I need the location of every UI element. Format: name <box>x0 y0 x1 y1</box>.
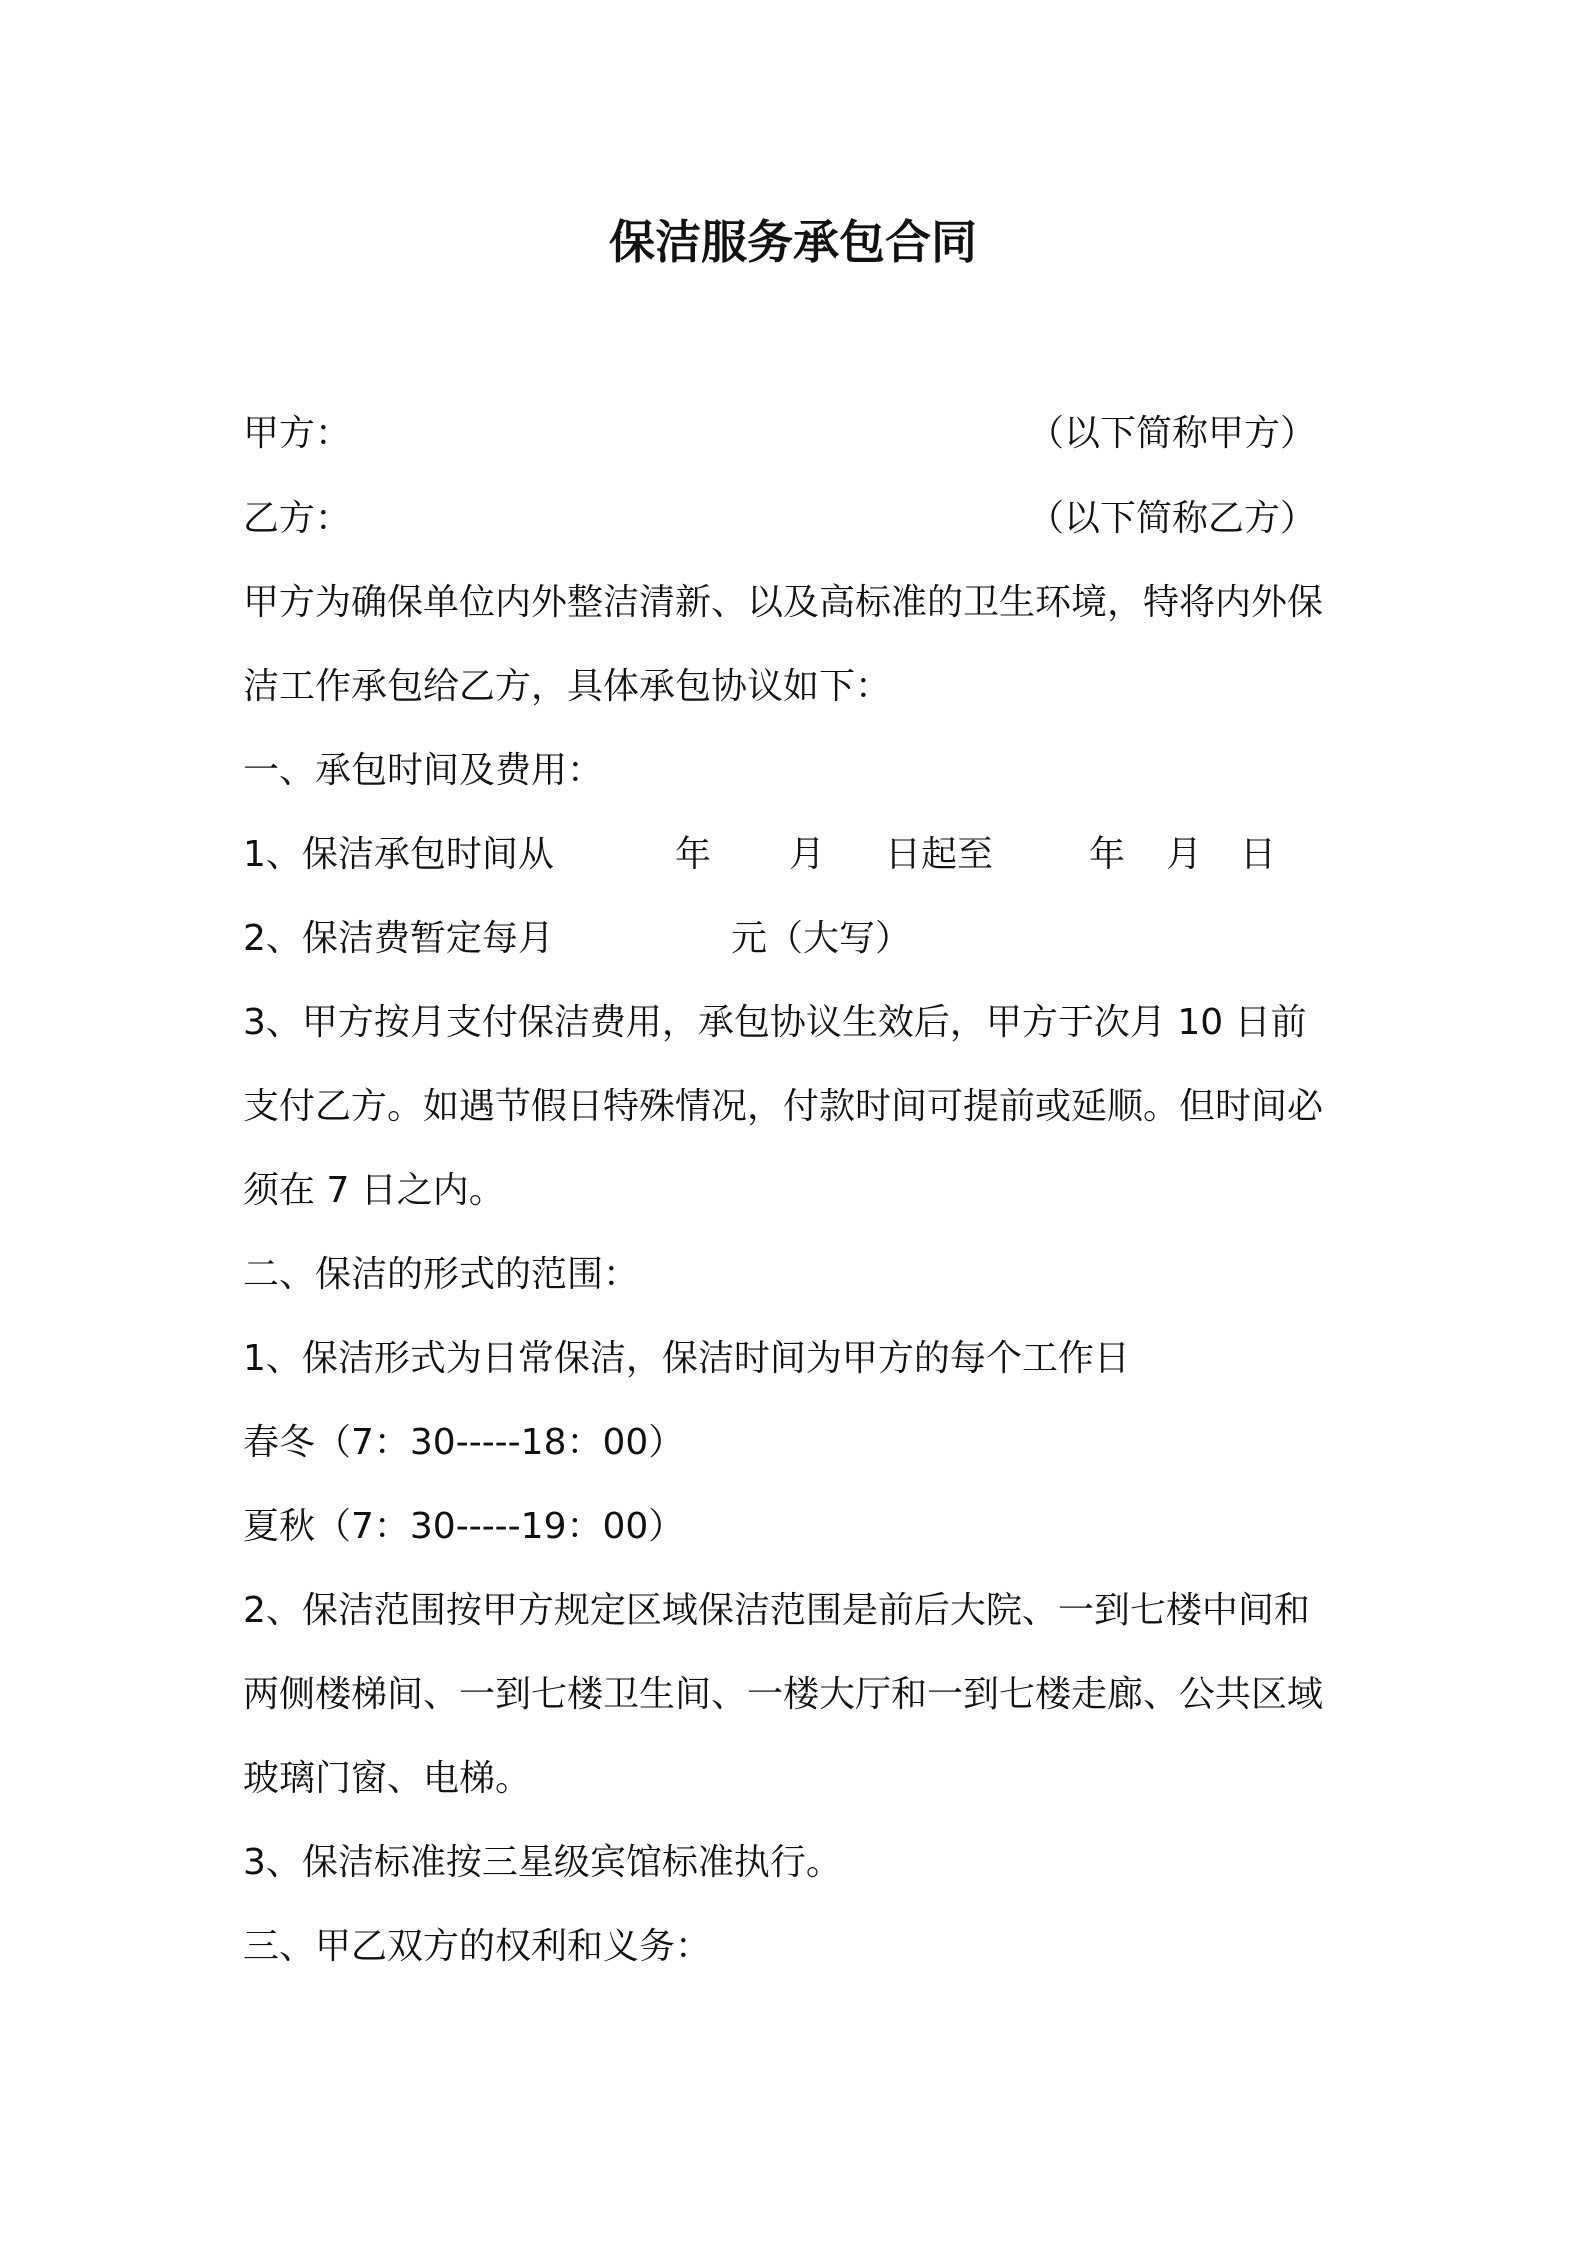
intro-line-2: 洁工作承包给乙方，具体承包协议如下： <box>243 666 892 707</box>
intro-line-1: 甲方为确保单位内外整洁清新、以及高标准的卫生环境，特将内外保 <box>243 582 1324 623</box>
end-month-label: 月 <box>1166 834 1203 875</box>
section2-item2-line-3: 玻璃门窗、电梯。 <box>243 1758 532 1799</box>
section1-item3-line-2: 支付乙方。如遇节假日特殊情况，付款时间可提前或延顺。但时间必 <box>243 1086 1324 1127</box>
monthly-fee-prefix: 2、保洁费暂定每月 <box>243 918 554 959</box>
start-year-label: 年 <box>675 834 712 875</box>
party-a-note: （以下简称甲方） <box>1028 413 1317 454</box>
start-day-label: 日起至 <box>885 834 994 875</box>
section3-heading: 三、甲乙双方的权利和义务： <box>243 1926 712 1967</box>
party-b-label: 乙方： <box>243 498 352 539</box>
section2-item1: 1、保洁形式为日常保洁，保洁时间为甲方的每个工作日 <box>243 1338 1130 1379</box>
end-year-label: 年 <box>1089 834 1126 875</box>
summer-autumn-hours: 夏秋（7：30-----19：00） <box>243 1506 685 1547</box>
contract-period-prefix: 1、保洁承包时间从 <box>243 834 554 875</box>
end-day-label: 日 <box>1240 834 1277 875</box>
start-month-label: 月 <box>789 834 826 875</box>
spring-winter-hours: 春冬（7：30-----18：00） <box>243 1422 685 1463</box>
section1-item3-line-3: 须在 7 日之内。 <box>243 1170 505 1211</box>
party-a-label: 甲方： <box>243 413 352 454</box>
section2-heading: 二、保洁的形式的范围： <box>243 1254 640 1295</box>
section2-item2-line-1: 2、保洁范围按甲方规定区域保洁范围是前后大院、一到七楼中间和 <box>243 1590 1310 1631</box>
section2-item3: 3、保洁标准按三星级宾馆标准执行。 <box>243 1842 842 1883</box>
section2-item2-line-2: 两侧楼梯间、一到七楼卫生间、一楼大厅和一到七楼走廊、公共区域 <box>243 1674 1324 1715</box>
section1-heading: 一、承包时间及费用： <box>243 750 604 791</box>
monthly-fee-suffix: 元（大写） <box>731 918 912 959</box>
document-title: 保洁服务承包合同 <box>609 215 977 269</box>
party-b-note: （以下简称乙方） <box>1028 498 1317 539</box>
section1-item3-line-1: 3、甲方按月支付保洁费用，承包协议生效后，甲方于次月 10 日前 <box>243 1002 1307 1043</box>
